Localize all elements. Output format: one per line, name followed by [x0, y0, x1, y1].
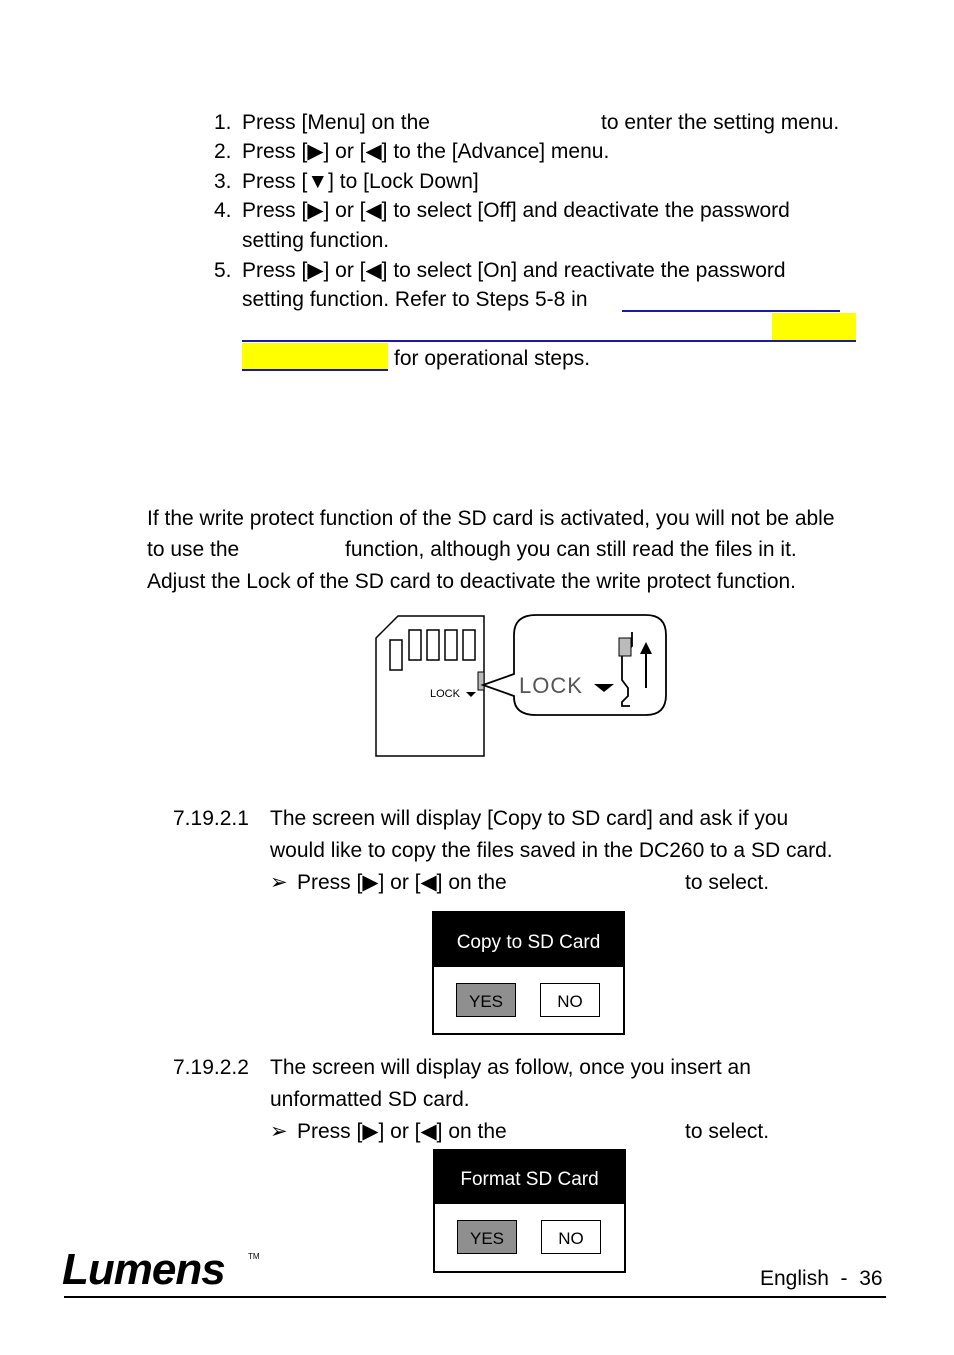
paragraph-line: If the write protect function of the SD card is activated, you will not be able [147, 507, 835, 530]
dialog-title: Format SD Card [435, 1151, 624, 1204]
footer-rule [64, 1296, 886, 1298]
section-text: unformatted SD card. [270, 1088, 470, 1111]
yes-button[interactable]: YES [456, 983, 516, 1017]
format-sd-dialog [433, 1149, 626, 1273]
bullet-text: to select. [685, 871, 770, 894]
bullet-text: Press [▶] or [◀] on the [297, 871, 507, 894]
step-text: setting function. Refer to Steps 5-8 in [242, 288, 588, 311]
section-text: The screen will display as follow, once you insert an [270, 1056, 751, 1079]
link-underline [242, 340, 856, 342]
bullet-text: to select. [685, 1120, 770, 1143]
step-text: Press [▶] or [◀] to select [Off] and deactivate the password [242, 199, 790, 222]
paragraph-line: Adjust the Lock of the SD card to deactivate the write protect function. [147, 570, 797, 593]
step-number: 5. [214, 259, 232, 282]
link-underline [622, 310, 840, 312]
highlight-mark [242, 343, 388, 370]
card-lock-label: LOCK [430, 688, 460, 700]
callout-lock-label: LOCK [519, 673, 583, 698]
bullet-arrow-icon: ➢ [270, 1120, 288, 1143]
yes-button[interactable]: YES [457, 1220, 517, 1254]
section-text: The screen will display [Copy to SD card] and ask if you [270, 807, 789, 830]
step-number: 2. [214, 140, 232, 163]
step-text: setting function. [242, 229, 390, 252]
sd-card-icon [376, 616, 484, 756]
step-text: to enter the setting menu. [601, 111, 840, 134]
step-number: 4. [214, 199, 232, 222]
lumens-logo: Lumens [62, 1245, 225, 1294]
section-number: 7.19.2.1 [173, 807, 249, 830]
step-number: 3. [214, 170, 232, 193]
page-number: English - 36 [760, 1267, 883, 1290]
section-text: would like to copy the files saved in the DC260 to a SD card. [270, 839, 833, 862]
dialog-title: Copy to SD Card [434, 913, 623, 967]
sd-card-lock-figure [370, 608, 675, 764]
link-underline [242, 369, 388, 371]
trademark-mark: TM [248, 1252, 260, 1261]
no-button[interactable]: NO [541, 1220, 601, 1254]
step-text: Press [▼] to [Lock Down] [242, 170, 479, 193]
paragraph-line: function, although you can still read the files in it. [345, 538, 797, 561]
step-text: Press [▶] or [◀] to the [Advance] menu. [242, 140, 610, 163]
bullet-arrow-icon: ➢ [270, 871, 288, 894]
paragraph-line: to use the [147, 538, 240, 561]
bullet-text: Press [▶] or [◀] on the [297, 1120, 507, 1143]
step-5-ending: for operational steps. [394, 347, 591, 370]
highlight-mark [772, 313, 856, 340]
no-button[interactable]: NO [540, 983, 600, 1017]
copy-to-sd-dialog [432, 911, 625, 1035]
step-number: 1. [214, 111, 232, 134]
step-text: Press [▶] or [◀] to select [On] and reactivate the password [242, 259, 786, 282]
section-number: 7.19.2.2 [173, 1056, 249, 1079]
lock-callout-bubble [483, 615, 666, 715]
step-text: Press [Menu] on the [242, 111, 430, 134]
